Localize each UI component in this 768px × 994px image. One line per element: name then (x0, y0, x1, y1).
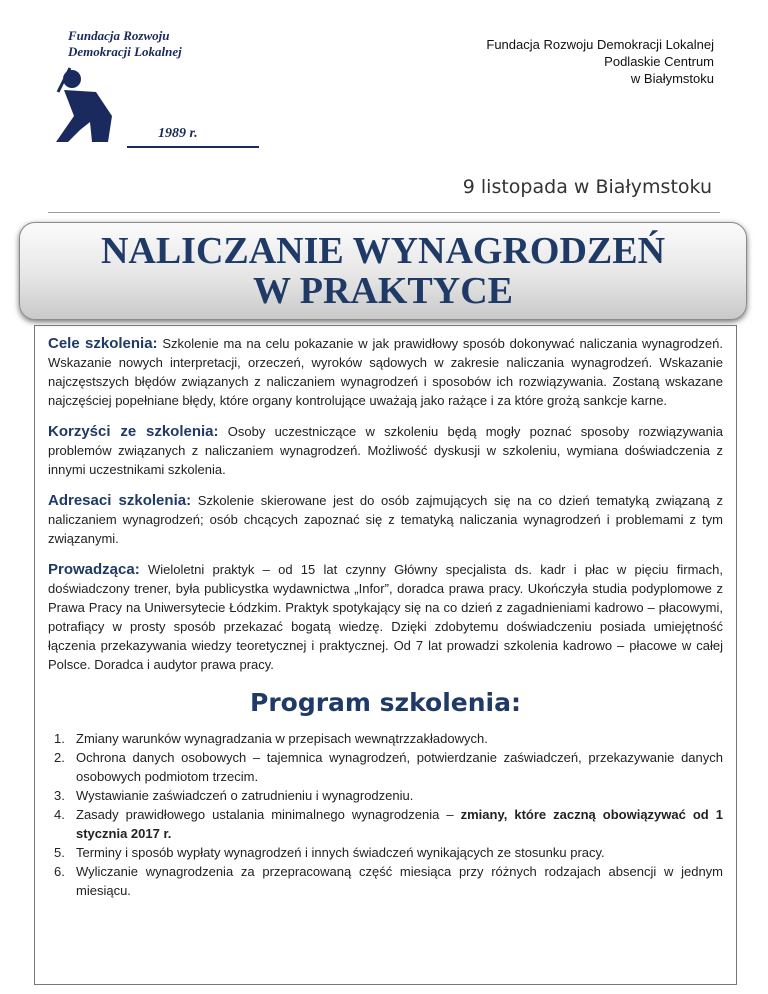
org-line2: Podlaskie Centrum (604, 54, 714, 69)
list-item: 6. Wyliczanie wynagrodzenia za przepracowaną część miesiąca przy różnych rodzajach absencji w jednym miesiącu. (54, 864, 723, 898)
program-list (48, 729, 723, 900)
logo-underline (127, 146, 259, 148)
event-date: 9 listopada w Białymstoku (462, 176, 712, 198)
list-item: 1. Zmiany warunków wynagradzania w przepisach wewnątrzzakładowych. (54, 731, 488, 746)
list-item: 5. Terminy i sposób wypłaty wynagrodzeń i innych świadczeń wynikających ze stosunku pracy. (54, 845, 605, 860)
logo-year: 1989 r. (158, 126, 198, 141)
runner-figure-icon (56, 66, 136, 142)
title-line1: NALICZANIE WYNAGRODZEŃ (100, 230, 666, 272)
section-korzysci-text: Osoby uczestniczące w szkoleniu będą mogły poznać sposoby rozwiązywania problemów związanych z naliczaniem wynagrodzeń. Możliwość dyskusji w szkoleniu, wymiana doświadczenia z innymi uczestnikami szkolenia. (48, 424, 723, 477)
content-box (34, 325, 737, 985)
section-prowadzaca-heading: Prowadząca: (48, 561, 140, 578)
list-item: 2. Ochrona danych osobowych – tajemnica wynagrodzeń, potwierdzanie zaświadczeń, przekazywanie danych osobowych podmiotom trzecim. (54, 750, 723, 784)
foundation-logo (42, 28, 232, 148)
section-cele-text: Szkolenie ma na celu pokazanie w jak prawidłowy sposób dokonywać naliczania wynagrodzeń. Wskazanie nowych interpretacji, orzeczeń, wyroków sądowych w zakresie naliczania wynagrodzeń. Wskazanie najczęstszych błędów związanych z naliczaniem wynagrodzeń i sposobów ich rozwiązywania. Zostaną wskazane najczęściej popełniane błędy, które organy kontrolujące uważają jako rażące i za które grożą sankcje karne. (48, 336, 723, 408)
section-korzysci (48, 422, 723, 479)
section-prowadzaca-text: Wieloletni praktyk – od 15 lat czynny Główny specjalista ds. kadr i płac w pięciu firmach, doświadczony trener, była publicystka wydawnictwa „Infor”, doradca prawa pracy. Ukończyła studia podyplomowe z Prawa Pracy na Uniwersytecie Łódzkim. Praktyk spotykający się na co dzień z zagadnieniami kadrowo – płacowymi, potrafiący w prosty sposób przekazać bogatą wiedzę. Dzięki zdobytemu doświadczeniu posiada umiejętność łączenia przekazywania wiedzy teoretycznej i praktycznej. Od 7 lat prowadzi szkolenia kadrowo – płacowe w całej Polsce. Doradca i audytor prawa pracy. (48, 562, 723, 672)
title-banner (19, 222, 747, 320)
logo-name (68, 28, 182, 60)
section-adresaci-text: Szkolenie skierowane jest do osób zajmujących się na co dzień tematyką związaną z naliczaniem wynagrodzeń; osób chcących zapoznać się z tematyką naliczania wynagrodzeń i problemami z tym związanymi. (48, 493, 723, 546)
logo-name-line2: Demokracji Lokalnej (68, 44, 182, 59)
list-item: 3. Wystawianie zaświadczeń o zatrudnieniu i wynagrodzeniu. (54, 788, 414, 803)
section-adresaci-heading: Adresaci szkolenia: (48, 492, 192, 509)
section-cele (48, 334, 723, 410)
section-korzysci-heading: Korzyści ze szkolenia: (48, 423, 219, 440)
section-cele-heading: Cele szkolenia: (48, 335, 158, 352)
page-title (20, 231, 746, 311)
list-item: 4. Zasady prawidłowego ustalania minimalnego wynagrodzenia – zmiany, które zaczną obowiązywać od 1 stycznia 2017 r. (54, 807, 723, 841)
logo-name-line1: Fundacja Rozwoju (68, 28, 170, 43)
section-prowadzaca (48, 560, 723, 674)
program-title: Program szkolenia: (250, 688, 521, 717)
divider-line (48, 212, 720, 213)
section-adresaci (48, 491, 723, 548)
organization-header (486, 36, 714, 87)
title-line2: W PRAKTYCE (252, 270, 514, 312)
org-line3: w Białymstoku (630, 71, 714, 86)
org-line1: Fundacja Rozwoju Demokracji Lokalnej (486, 37, 714, 52)
